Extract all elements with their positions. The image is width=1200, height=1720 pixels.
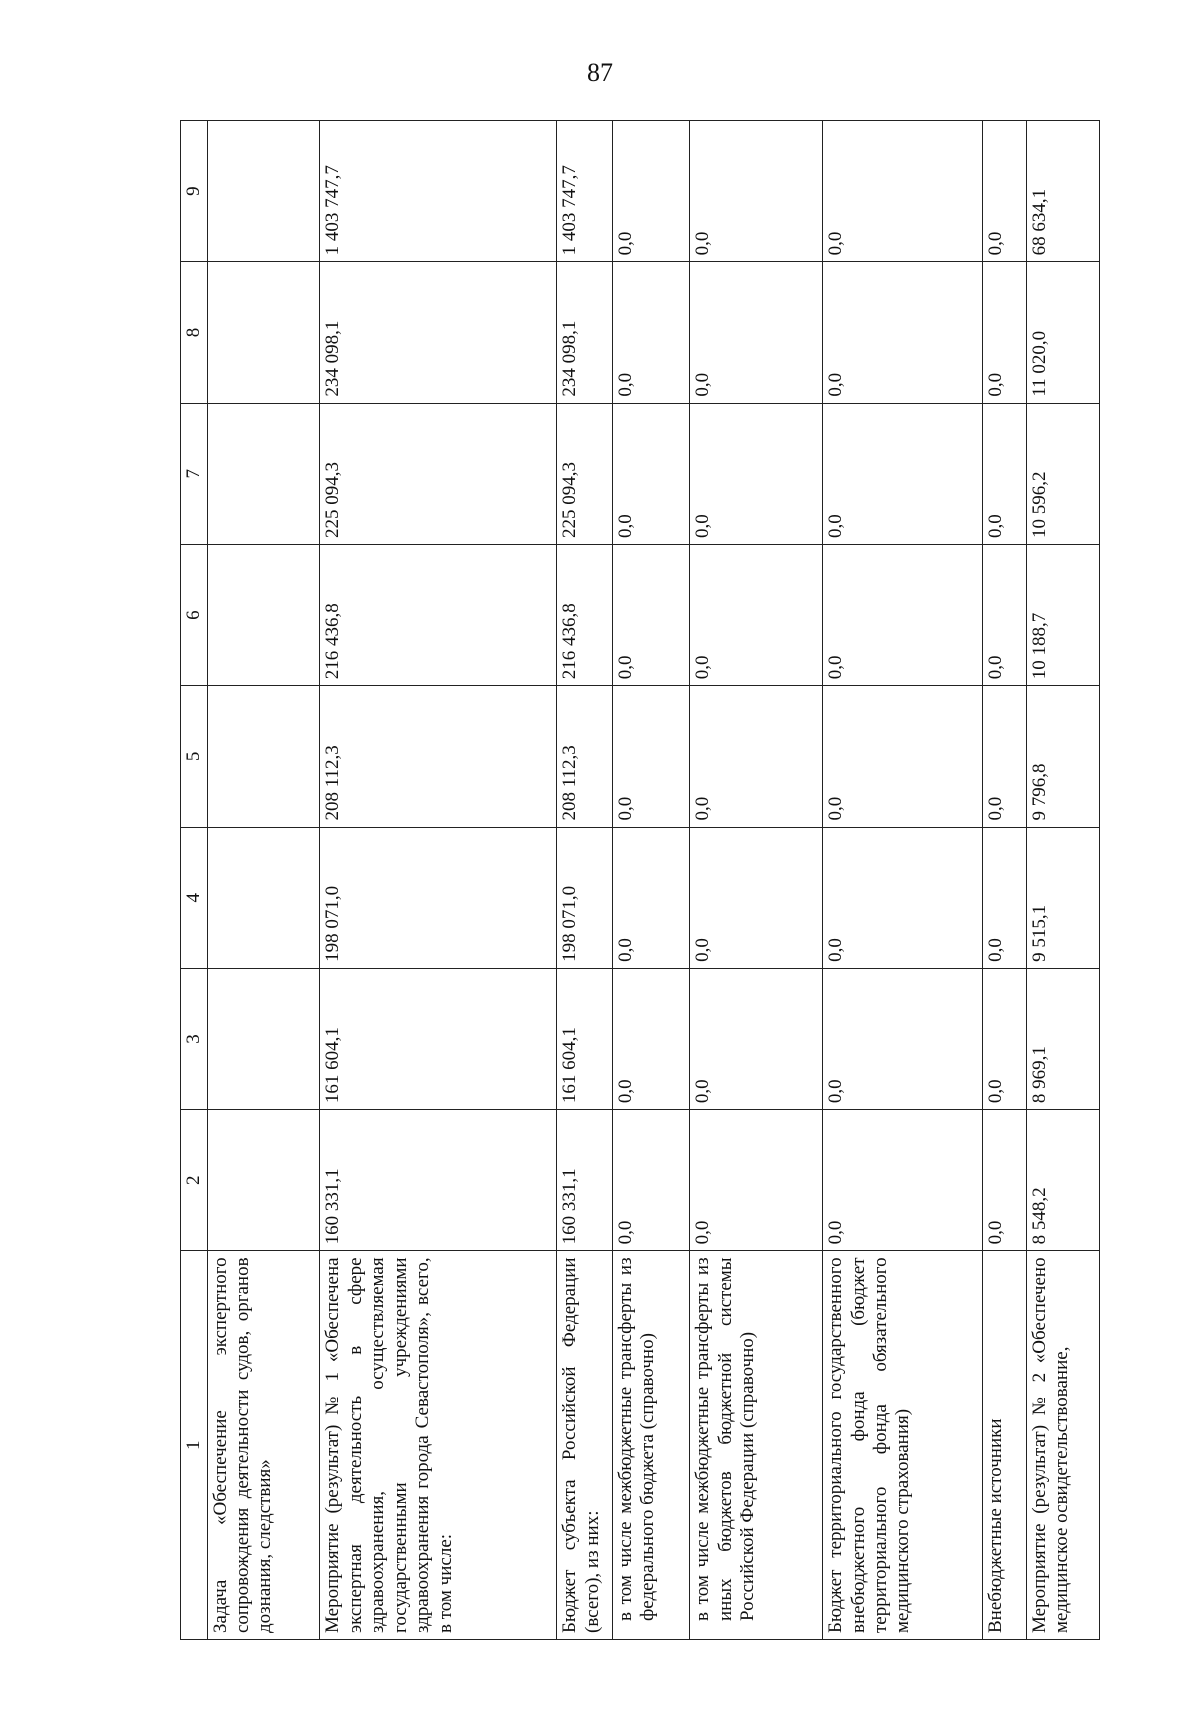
value-cell-col-7: 0,0 (612, 403, 690, 544)
table-row (982, 121, 1026, 1640)
row-label: Внебюджетные источники (982, 1251, 1026, 1640)
value-cell-col-3: 161 604,1 (557, 968, 612, 1109)
column-header-4: 4 (181, 827, 208, 968)
value-cell-col-9: 68 634,1 (1026, 121, 1099, 262)
value-cell-col-4: 198 071,0 (320, 827, 557, 968)
value-cell-col-8: 0,0 (690, 262, 823, 403)
value-cell-col-7 (207, 403, 320, 544)
value-cell-col-6: 0,0 (823, 544, 982, 685)
value-cell-col-2: 160 331,1 (557, 1110, 612, 1251)
value-cell-col-3: 0,0 (982, 968, 1026, 1109)
row-label: Бюджет субъекта Российской Федерации (всего), из них: (557, 1251, 612, 1640)
value-cell-col-3: 8 969,1 (1026, 968, 1099, 1109)
value-cell-col-8: 234 098,1 (320, 262, 557, 403)
value-cell-col-2 (207, 1110, 320, 1251)
column-header-9: 9 (181, 121, 208, 262)
value-cell-col-4: 0,0 (823, 827, 982, 968)
value-cell-col-9 (207, 121, 320, 262)
row-label: в том числе межбюджетные трансферты из федерального бюджета (справочно) (612, 1251, 690, 1640)
value-cell-col-3: 161 604,1 (320, 968, 557, 1109)
value-cell-col-8: 0,0 (982, 262, 1026, 403)
value-cell-col-4: 198 071,0 (557, 827, 612, 968)
value-cell-col-5: 0,0 (982, 686, 1026, 827)
value-cell-col-7: 0,0 (982, 403, 1026, 544)
value-cell-col-5 (207, 686, 320, 827)
row-label: Мероприятие (результат) № 1 «Обеспечена экспертная деятельность в сфере здравоохранения, осуществляемая государственными учреждениями здравоохранения города Севастополя», всего, в том числе: (320, 1251, 557, 1640)
value-cell-col-7: 225 094,3 (320, 403, 557, 544)
page-number: 87 (587, 58, 613, 87)
value-cell-col-6: 216 436,8 (320, 544, 557, 685)
value-cell-col-8: 234 098,1 (557, 262, 612, 403)
column-header-2: 2 (181, 1110, 208, 1251)
value-cell-col-7: 0,0 (823, 403, 982, 544)
table-row (207, 121, 320, 1640)
value-cell-col-9: 1 403 747,7 (320, 121, 557, 262)
table-row (1026, 121, 1099, 1640)
value-cell-col-2: 0,0 (690, 1110, 823, 1251)
value-cell-col-7: 0,0 (690, 403, 823, 544)
value-cell-col-7: 225 094,3 (557, 403, 612, 544)
value-cell-col-8 (207, 262, 320, 403)
column-header-5: 5 (181, 686, 208, 827)
row-label: в том числе межбюджетные трансферты из иных бюджетов бюджетной системы Российской Федерации (справочно) (690, 1251, 823, 1640)
value-cell-col-3: 0,0 (612, 968, 690, 1109)
column-header-6: 6 (181, 544, 208, 685)
value-cell-col-2: 0,0 (823, 1110, 982, 1251)
value-cell-col-5: 208 112,3 (557, 686, 612, 827)
value-cell-col-6: 216 436,8 (557, 544, 612, 685)
value-cell-col-6: 10 188,7 (1026, 544, 1099, 685)
row-label: Бюджет территориального государственного внебюджетного фонда (бюджет территориального фонда обязательного медицинского страхования) (823, 1251, 982, 1640)
value-cell-col-6 (207, 544, 320, 685)
budget-table-rotated (180, 120, 1100, 1640)
row-label: Мероприятие (результат) № 2 «Обеспечено медицинское освидетельствование, (1026, 1251, 1099, 1640)
value-cell-col-2: 160 331,1 (320, 1110, 557, 1251)
value-cell-col-9: 0,0 (823, 121, 982, 262)
value-cell-col-3: 0,0 (823, 968, 982, 1109)
value-cell-col-4: 0,0 (690, 827, 823, 968)
value-cell-col-5: 0,0 (612, 686, 690, 827)
value-cell-col-2: 8 548,2 (1026, 1110, 1099, 1251)
value-cell-col-9: 1 403 747,7 (557, 121, 612, 262)
value-cell-col-6: 0,0 (982, 544, 1026, 685)
value-cell-col-2: 0,0 (982, 1110, 1026, 1251)
value-cell-col-9: 0,0 (982, 121, 1026, 262)
budget-table (180, 120, 1100, 1640)
value-cell-col-4: 9 515,1 (1026, 827, 1099, 968)
value-cell-col-8: 11 020,0 (1026, 262, 1099, 403)
value-cell-col-4: 0,0 (612, 827, 690, 968)
column-header-1: 1 (181, 1251, 208, 1640)
value-cell-col-5: 0,0 (823, 686, 982, 827)
table-row (612, 121, 690, 1640)
column-header-3: 3 (181, 968, 208, 1109)
value-cell-col-5: 9 796,8 (1026, 686, 1099, 827)
value-cell-col-7: 10 596,2 (1026, 403, 1099, 544)
table-row (557, 121, 612, 1640)
value-cell-col-8: 0,0 (612, 262, 690, 403)
row-label: Задача «Обеспечение экспертного сопровождения деятельности судов, органов дознания, следствия» (207, 1251, 320, 1640)
value-cell-col-9: 0,0 (690, 121, 823, 262)
value-cell-col-4: 0,0 (982, 827, 1026, 968)
value-cell-col-9: 0,0 (612, 121, 690, 262)
value-cell-col-3 (207, 968, 320, 1109)
value-cell-col-4 (207, 827, 320, 968)
value-cell-col-6: 0,0 (690, 544, 823, 685)
value-cell-col-6: 0,0 (612, 544, 690, 685)
value-cell-col-8: 0,0 (823, 262, 982, 403)
value-cell-col-2: 0,0 (612, 1110, 690, 1251)
column-header-8: 8 (181, 262, 208, 403)
header-row (181, 121, 208, 1640)
value-cell-col-5: 0,0 (690, 686, 823, 827)
value-cell-col-5: 208 112,3 (320, 686, 557, 827)
table-row (823, 121, 982, 1640)
value-cell-col-3: 0,0 (690, 968, 823, 1109)
column-header-7: 7 (181, 403, 208, 544)
table-row (320, 121, 557, 1640)
table-row (690, 121, 823, 1640)
